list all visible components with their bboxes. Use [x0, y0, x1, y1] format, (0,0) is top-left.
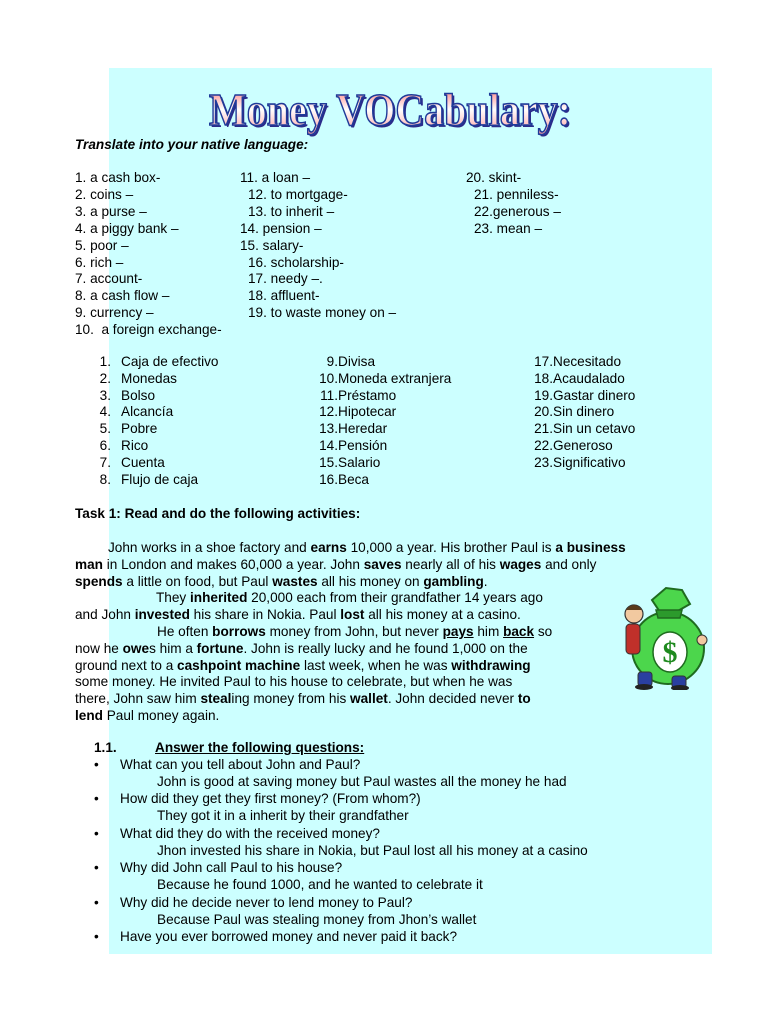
- translation-number: 21.: [534, 421, 553, 437]
- translation-item: [314, 472, 451, 489]
- translation-text: Monedas: [121, 370, 177, 386]
- vocab-item: 16. scholarship-: [248, 254, 344, 270]
- vocab-highlight: wages: [499, 556, 542, 572]
- vocab-item: 17. needy –.: [248, 271, 323, 287]
- vocab-item: 12. to mortgage-: [248, 186, 348, 202]
- translation-item: [75, 371, 218, 388]
- page-title: [206, 78, 578, 140]
- translation-text: Cuenta: [121, 454, 165, 470]
- translation-number: 15.: [319, 454, 338, 470]
- vocab-item: 7. account-: [75, 271, 143, 287]
- translation-text: Rico: [121, 437, 149, 453]
- vocab-highlight: inherited: [190, 590, 248, 606]
- translation-text: Necesitado: [553, 354, 622, 369]
- question-text: How did they get they first money? (From whom?): [120, 791, 421, 807]
- story-text-fragment: He often: [157, 624, 213, 639]
- translation-item: [531, 371, 635, 388]
- translation-item: [314, 438, 451, 455]
- translation-number: 4.: [99, 404, 111, 420]
- translation-number: 16.: [319, 471, 338, 487]
- translation-column-2: [314, 354, 451, 488]
- answer-text: Because Paul was stealing money from Jhon’s wallet: [157, 911, 477, 927]
- translation-number: 13.: [319, 421, 338, 437]
- vocab-item: 1. a cash box-: [75, 170, 161, 185]
- bullet-icon: •: [94, 929, 99, 944]
- translation-text: Significativo: [553, 454, 626, 470]
- translation-text: Caja de efectivo: [121, 354, 219, 369]
- translate-heading: Translate into your native language:: [75, 137, 309, 152]
- translation-number: 1.: [99, 354, 111, 369]
- section-heading: [94, 740, 364, 755]
- vocab-item: 6. rich –: [75, 254, 124, 270]
- bullet-icon: •: [94, 860, 99, 876]
- translation-text: Préstamo: [338, 387, 397, 403]
- translation-number: 14.: [319, 437, 338, 453]
- vocab-item: 15. salary-: [240, 237, 304, 253]
- story-text-fragment: 20,000 each from their grandfather 14 years ago: [247, 590, 543, 606]
- translation-text: Beca: [338, 471, 369, 487]
- vocab-item: 11. a loan –: [240, 170, 311, 185]
- vocab-highlight: cashpoint machine: [177, 657, 301, 673]
- translation-text: Bolso: [121, 387, 156, 403]
- story-text-fragment: and John: [75, 607, 135, 623]
- translation-item: [75, 388, 218, 405]
- translation-text: Hipotecar: [338, 404, 397, 420]
- story-text-fragment: all his money at a casino.: [364, 607, 521, 623]
- vocab-column-2: [240, 170, 396, 322]
- translation-item: [75, 404, 218, 421]
- bullet-icon: •: [94, 894, 99, 910]
- story-line: [75, 691, 531, 708]
- story-text-fragment: him: [473, 624, 504, 639]
- translation-text: Flujo de caja: [121, 471, 199, 487]
- money-bag-icon: [620, 580, 712, 690]
- vocab-highlight: spends: [75, 573, 123, 589]
- translation-number: 18.: [534, 370, 553, 386]
- story-text-fragment: John works in a shoe factory and: [108, 540, 311, 555]
- answer-text: They got it in a inherit by their grandfather: [157, 808, 409, 824]
- vocab-highlight: withdrawing: [451, 657, 531, 673]
- question-item: [94, 860, 342, 875]
- story-text-fragment: Paul money again.: [102, 708, 220, 723]
- story-line: [75, 708, 219, 725]
- task-heading: Task 1: Read and do the following activities:: [75, 506, 361, 521]
- translation-item: [314, 388, 451, 405]
- translation-number: 7.: [99, 454, 111, 470]
- vocab-highlight: earns: [310, 540, 347, 555]
- vocab-item: 23. mean –: [474, 220, 543, 236]
- vocab-item: 3. a purse –: [75, 203, 147, 219]
- translation-number: 11.: [320, 387, 338, 403]
- translation-text: Moneda extranjera: [338, 370, 452, 386]
- story-line: [156, 590, 543, 607]
- translation-item: [75, 472, 218, 489]
- vocab-highlight: back: [503, 624, 535, 639]
- vocab-highlight: man: [75, 556, 103, 572]
- translation-item: [531, 404, 635, 421]
- story-text-fragment: money from John, but never: [265, 624, 443, 639]
- story-text-fragment: a little on food, but Paul: [122, 573, 273, 589]
- translation-number: 5.: [99, 421, 111, 437]
- translation-text: Salario: [338, 454, 381, 470]
- vocab-highlight: wallet: [350, 691, 388, 707]
- translation-item: [314, 354, 451, 371]
- translation-item: [531, 354, 635, 371]
- story-text-fragment: nearly all of his: [401, 556, 500, 572]
- vocab-highlight: gambling: [423, 573, 484, 589]
- story-line: [75, 674, 512, 691]
- translation-number: 23.: [534, 454, 553, 470]
- translation-item: [314, 404, 451, 421]
- translation-item: [531, 438, 635, 455]
- translation-number: 17.: [534, 354, 553, 369]
- vocab-item: 10. a foreign exchange-: [75, 322, 222, 338]
- question-text: What can you tell about John and Paul?: [120, 757, 361, 772]
- translation-number: 22.: [534, 437, 553, 453]
- dollar-symbol: $: [662, 636, 678, 669]
- answer-text: Because he found 1000, and he wanted to celebrate it: [157, 877, 483, 893]
- translation-number: 8.: [99, 471, 111, 487]
- vocab-highlight: lost: [340, 607, 365, 623]
- story-text-fragment: last week, when he was: [300, 657, 452, 673]
- translation-item: [531, 388, 635, 405]
- translation-item: [314, 371, 451, 388]
- story-text-fragment: his share in Nokia. Paul: [189, 607, 341, 623]
- vocab-highlight: invested: [134, 607, 190, 623]
- translation-item: [75, 455, 218, 472]
- story-text-fragment: s him a: [149, 640, 197, 656]
- translation-item: [75, 421, 218, 438]
- story-line: [75, 557, 596, 574]
- translation-item: [314, 455, 451, 472]
- translation-text: Pobre: [121, 421, 158, 437]
- story-line: [75, 574, 488, 591]
- vocab-item: 8. a cash flow –: [75, 288, 170, 304]
- vocab-highlight: borrows: [212, 624, 266, 639]
- translation-number: 9.: [326, 354, 338, 369]
- story-line: [75, 641, 528, 658]
- story-text-fragment: and only: [541, 556, 597, 572]
- translation-number: 3.: [99, 387, 111, 403]
- vocab-item: 4. a piggy bank –: [75, 220, 179, 236]
- question-text: Have you ever borrowed money and never paid it back?: [120, 929, 458, 944]
- vocab-highlight: fortune: [196, 640, 244, 656]
- story-line: [75, 607, 521, 624]
- svg-text:Money VOCabulary:: Money VOCabulary:: [211, 86, 573, 137]
- vocab-item: 21. penniless-: [474, 186, 559, 202]
- vocab-item: 18. affluent-: [248, 288, 320, 304]
- translation-column-1: [75, 354, 218, 488]
- vocab-item: 20. skint-: [466, 170, 522, 185]
- translation-text: Heredar: [338, 421, 388, 437]
- vocab-highlight: lend: [75, 708, 103, 723]
- translation-text: Generoso: [553, 437, 613, 453]
- translation-number: 2.: [99, 370, 111, 386]
- translation-number: 10.: [319, 370, 338, 386]
- translation-number: 6.: [99, 437, 111, 453]
- question-item: [94, 895, 412, 910]
- translation-text: Sin un cetavo: [553, 421, 636, 437]
- vocab-highlight: owe: [122, 640, 150, 656]
- vocab-item: 9. currency –: [75, 305, 154, 321]
- translation-text: Divisa: [338, 354, 376, 369]
- translation-text: Acaudalado: [553, 370, 625, 386]
- story-line: [157, 624, 552, 641]
- vocab-column-1: [75, 170, 222, 339]
- translation-text: Gastar dinero: [553, 387, 636, 403]
- translation-text: Pensión: [338, 437, 388, 453]
- story-text-fragment: They: [156, 590, 190, 606]
- question-item: [94, 826, 380, 841]
- vocab-item: 13. to inherit –: [248, 203, 335, 219]
- question-text: Why did he decide never to lend money to Paul?: [120, 894, 413, 910]
- vocab-item: 22.generous –: [474, 203, 561, 219]
- vocab-item: 19. to waste money on –: [248, 305, 397, 321]
- bullet-icon: •: [94, 791, 99, 807]
- answer-text: John is good at saving money but Paul wastes all the money he had: [157, 774, 567, 789]
- story-text-fragment: ground next to a: [75, 657, 178, 673]
- question-text: Why did John call Paul to his house?: [120, 860, 343, 876]
- story-text-fragment: ing money from his: [231, 691, 351, 707]
- story-text-fragment: 10,000 a year. His brother Paul is: [346, 540, 556, 555]
- vocab-item: 5. poor –: [75, 237, 129, 253]
- story-text-fragment: all his money on: [317, 573, 424, 589]
- story-text-fragment: now he: [75, 640, 123, 656]
- story-text-fragment: .: [483, 573, 488, 589]
- vocab-column-3: [466, 170, 561, 238]
- translation-text: Sin dinero: [553, 404, 615, 420]
- question-item: [94, 929, 457, 944]
- section-number: 1.1.: [94, 740, 117, 755]
- vocab-highlight: wastes: [272, 573, 318, 589]
- translation-text: Alcancía: [121, 404, 174, 420]
- vocab-highlight: steal: [200, 691, 232, 707]
- story-text-fragment: so: [534, 624, 553, 639]
- translation-number: 20.: [534, 404, 553, 420]
- story-text-fragment: in London and makes 60,000 a year. John: [102, 556, 364, 572]
- bullet-icon: •: [94, 757, 99, 772]
- vocab-highlight: saves: [363, 556, 402, 572]
- story-text-fragment: there, John saw him: [75, 691, 201, 707]
- vocab-highlight: a business: [555, 540, 626, 555]
- question-item: [94, 791, 421, 806]
- vocab-highlight: pays: [442, 624, 474, 639]
- story-text-fragment: . John is really lucky and he found 1,000 on the: [243, 640, 528, 656]
- question-text: What did they do with the received money?: [120, 825, 380, 841]
- translation-number: 19.: [534, 387, 553, 403]
- story-text-fragment: . John decided never: [387, 691, 518, 707]
- svg-text:Money VOCabulary:: Money VOCabulary:: [209, 84, 571, 135]
- story-line: [75, 658, 531, 675]
- translation-item: [531, 421, 635, 438]
- story-line: [108, 540, 626, 557]
- translation-number: 12.: [319, 404, 338, 420]
- translation-item: [531, 455, 635, 472]
- translation-item: [75, 354, 218, 371]
- translation-column-3: [531, 354, 635, 472]
- translation-item: [75, 438, 218, 455]
- story-text-fragment: some money. He invited Paul to his house to celebrate, but when he was: [75, 674, 513, 690]
- vocab-item: 2. coins –: [75, 186, 134, 202]
- question-item: [94, 757, 360, 772]
- section-title: Answer the following questions:: [155, 740, 365, 755]
- translation-item: [314, 421, 451, 438]
- answer-text: Jhon invested his share in Nokia, but Paul lost all his money at a casino: [157, 842, 588, 858]
- vocab-item: 14. pension –: [240, 220, 322, 236]
- vocab-highlight: to: [517, 691, 531, 707]
- bullet-icon: •: [94, 825, 99, 841]
